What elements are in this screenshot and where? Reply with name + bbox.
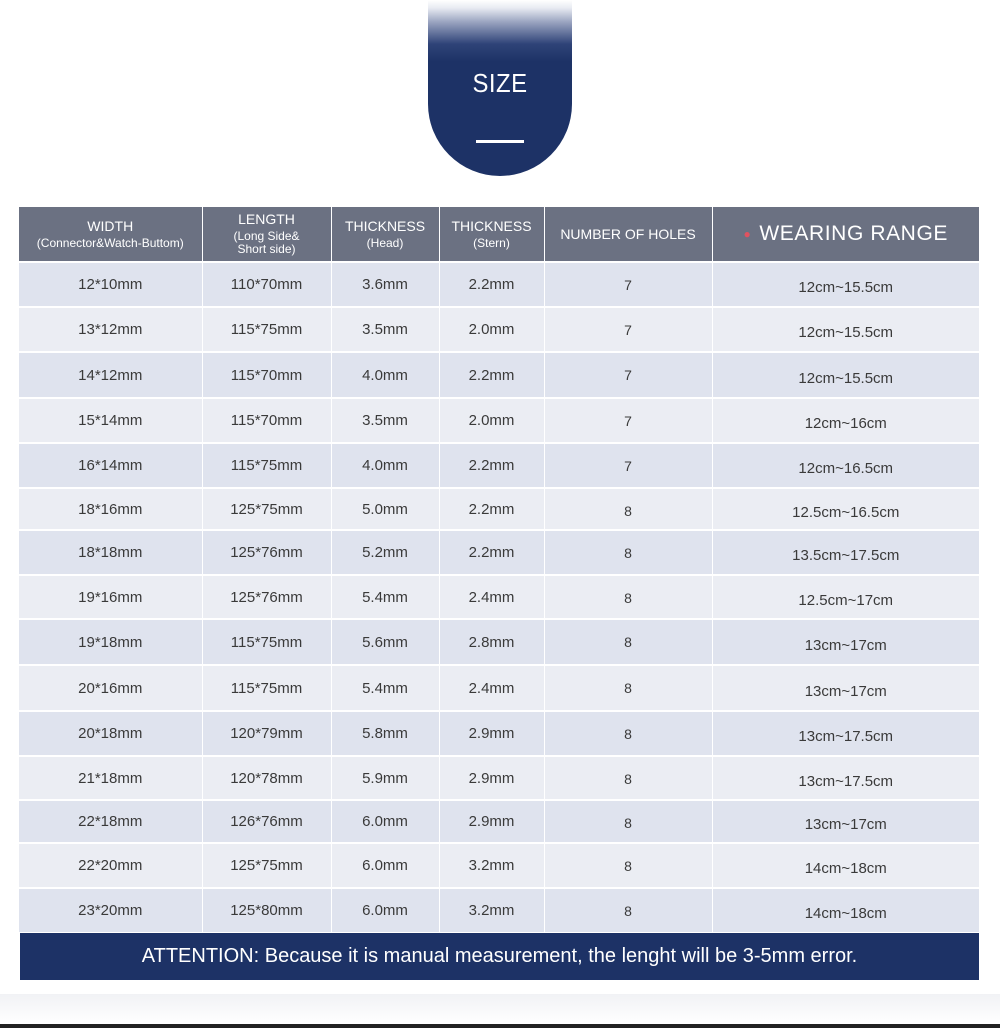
table-row (19, 530, 979, 575)
cell-length: 115*70mm (202, 398, 331, 443)
cell-length: 115*75mm (202, 443, 331, 488)
size-badge (428, 0, 572, 176)
cell-wearing-range: 13cm~17cm (712, 619, 979, 665)
cell-width: 20*18mm (19, 711, 202, 756)
cell-thickness-stern: 2.2mm (439, 488, 544, 530)
cell-length: 120*79mm (202, 711, 331, 756)
table-row (19, 352, 979, 398)
header-thickness-stern-subtitle: (Stern) (473, 235, 510, 250)
cell-width: 18*16mm (19, 488, 202, 530)
header-thickness-stern-title: THICKNESS (451, 217, 532, 234)
cell-width: 22*18mm (19, 800, 202, 843)
cell-thickness-head: 3.5mm (331, 398, 439, 443)
header-thickness-head-title: THICKNESS (344, 217, 426, 234)
accent-dot-icon: ● (743, 226, 752, 241)
header-width (19, 207, 202, 262)
cell-thickness-stern: 3.2mm (439, 888, 544, 932)
header-thickness-head (331, 207, 439, 262)
table-row (19, 398, 979, 443)
cell-wearing-range: 13cm~17.5cm (712, 711, 979, 756)
header-length-subtitle-2: Short side) (237, 242, 296, 256)
header-thickness-head-subtitle: (Head) (366, 235, 404, 250)
header-length (202, 207, 331, 262)
cell-holes: 8 (544, 665, 712, 711)
cell-length: 115*75mm (202, 665, 331, 711)
cell-width: 12*10mm (19, 262, 202, 307)
table-row (19, 756, 979, 800)
cell-holes: 8 (544, 800, 712, 843)
table-row (19, 307, 979, 352)
cell-holes: 7 (544, 443, 712, 488)
cell-wearing-range: 12.5cm~17cm (712, 575, 979, 619)
cell-width: 19*18mm (19, 619, 202, 665)
cell-thickness-head: 3.6mm (331, 262, 439, 307)
cell-holes: 8 (544, 530, 712, 575)
cell-thickness-head: 5.9mm (331, 756, 439, 800)
cell-wearing-range: 12cm~15.5cm (712, 307, 979, 352)
cell-wearing-range: 13cm~17cm (712, 800, 979, 843)
cell-holes: 7 (544, 307, 712, 352)
cell-thickness-head: 6.0mm (331, 888, 439, 932)
table-row (19, 711, 979, 756)
cell-width: 13*12mm (19, 307, 202, 352)
cell-length: 115*75mm (202, 307, 331, 352)
header-width-title: WIDTH (87, 217, 134, 234)
cell-wearing-range: 12.5cm~16.5cm (712, 488, 979, 530)
bottom-band (0, 994, 1000, 1024)
cell-length: 115*75mm (202, 619, 331, 665)
cell-length: 125*76mm (202, 575, 331, 619)
cell-thickness-stern: 2.2mm (439, 530, 544, 575)
header-width-subtitle: (Connector&Watch-Buttom) (36, 235, 184, 250)
cell-wearing-range: 12cm~15.5cm (712, 262, 979, 307)
cell-width: 16*14mm (19, 443, 202, 488)
cell-thickness-stern: 2.4mm (439, 575, 544, 619)
cell-thickness-head: 5.4mm (331, 665, 439, 711)
cell-thickness-head: 6.0mm (331, 843, 439, 888)
cell-length: 126*76mm (202, 800, 331, 843)
header-length-subtitle-1: (Long Side& (233, 229, 300, 243)
cell-width: 18*18mm (19, 530, 202, 575)
cell-width: 15*14mm (19, 398, 202, 443)
badge-title: SIZE (472, 68, 528, 98)
table-body (19, 262, 979, 932)
cell-thickness-head: 4.0mm (331, 443, 439, 488)
header-wearing-range-title: WEARING RANGE (759, 222, 948, 246)
cell-width: 19*16mm (19, 575, 202, 619)
cell-thickness-stern: 2.2mm (439, 352, 544, 398)
cell-thickness-stern: 2.0mm (439, 307, 544, 352)
cell-wearing-range: 14cm~18cm (712, 843, 979, 888)
cell-holes: 7 (544, 398, 712, 443)
table-row (19, 488, 979, 530)
cell-thickness-stern: 2.8mm (439, 619, 544, 665)
cell-wearing-range: 13cm~17.5cm (712, 756, 979, 800)
cell-thickness-head: 4.0mm (331, 352, 439, 398)
cell-wearing-range: 12cm~16cm (712, 398, 979, 443)
table-row (19, 843, 979, 888)
cell-length: 125*75mm (202, 488, 331, 530)
cell-thickness-stern: 3.2mm (439, 843, 544, 888)
cell-width: 21*18mm (19, 756, 202, 800)
bottom-divider (0, 1024, 1000, 1028)
header-wearing-range (712, 207, 979, 262)
cell-thickness-stern: 2.9mm (439, 711, 544, 756)
cell-thickness-head: 3.5mm (331, 307, 439, 352)
cell-thickness-stern: 2.9mm (439, 800, 544, 843)
cell-width: 14*12mm (19, 352, 202, 398)
table-row (19, 800, 979, 843)
cell-wearing-range: 13.5cm~17.5cm (712, 530, 979, 575)
cell-wearing-range: 14cm~18cm (712, 888, 979, 932)
cell-thickness-stern: 2.9mm (439, 756, 544, 800)
cell-holes: 8 (544, 756, 712, 800)
size-table (19, 207, 979, 932)
cell-length: 125*80mm (202, 888, 331, 932)
cell-thickness-stern: 2.0mm (439, 398, 544, 443)
cell-width: 22*20mm (19, 843, 202, 888)
cell-thickness-head: 5.6mm (331, 619, 439, 665)
cell-wearing-range: 12cm~15.5cm (712, 352, 979, 398)
table-row (19, 575, 979, 619)
table-row (19, 619, 979, 665)
cell-width: 20*16mm (19, 665, 202, 711)
header-holes: NUMBER OF HOLES (544, 207, 712, 262)
cell-holes: 7 (544, 352, 712, 398)
cell-holes: 7 (544, 262, 712, 307)
badge-underline (476, 140, 524, 143)
cell-thickness-stern: 2.2mm (439, 262, 544, 307)
table-row (19, 665, 979, 711)
cell-length: 115*70mm (202, 352, 331, 398)
cell-thickness-head: 6.0mm (331, 800, 439, 843)
attention-text: ATTENTION: Because it is manual measurement, the lenght will be 3-5mm error. (141, 945, 858, 967)
cell-width: 23*20mm (19, 888, 202, 932)
cell-holes: 8 (544, 843, 712, 888)
table-row (19, 443, 979, 488)
cell-wearing-range: 12cm~16.5cm (712, 443, 979, 488)
cell-thickness-head: 5.2mm (331, 530, 439, 575)
cell-length: 120*78mm (202, 756, 331, 800)
cell-thickness-stern: 2.4mm (439, 665, 544, 711)
table-row (19, 888, 979, 932)
cell-thickness-head: 5.8mm (331, 711, 439, 756)
table-row (19, 262, 979, 307)
cell-wearing-range: 13cm~17cm (712, 665, 979, 711)
cell-holes: 8 (544, 888, 712, 932)
cell-holes: 8 (544, 711, 712, 756)
cell-thickness-head: 5.4mm (331, 575, 439, 619)
cell-length: 110*70mm (202, 262, 331, 307)
cell-holes: 8 (544, 488, 712, 530)
cell-length: 125*75mm (202, 843, 331, 888)
cell-holes: 8 (544, 575, 712, 619)
cell-holes: 8 (544, 619, 712, 665)
table-header-row (19, 207, 979, 262)
cell-thickness-stern: 2.2mm (439, 443, 544, 488)
cell-thickness-head: 5.0mm (331, 488, 439, 530)
header-length-title: LENGTH (238, 211, 295, 227)
header-thickness-stern (439, 207, 544, 262)
attention-banner (20, 933, 979, 980)
cell-length: 125*76mm (202, 530, 331, 575)
